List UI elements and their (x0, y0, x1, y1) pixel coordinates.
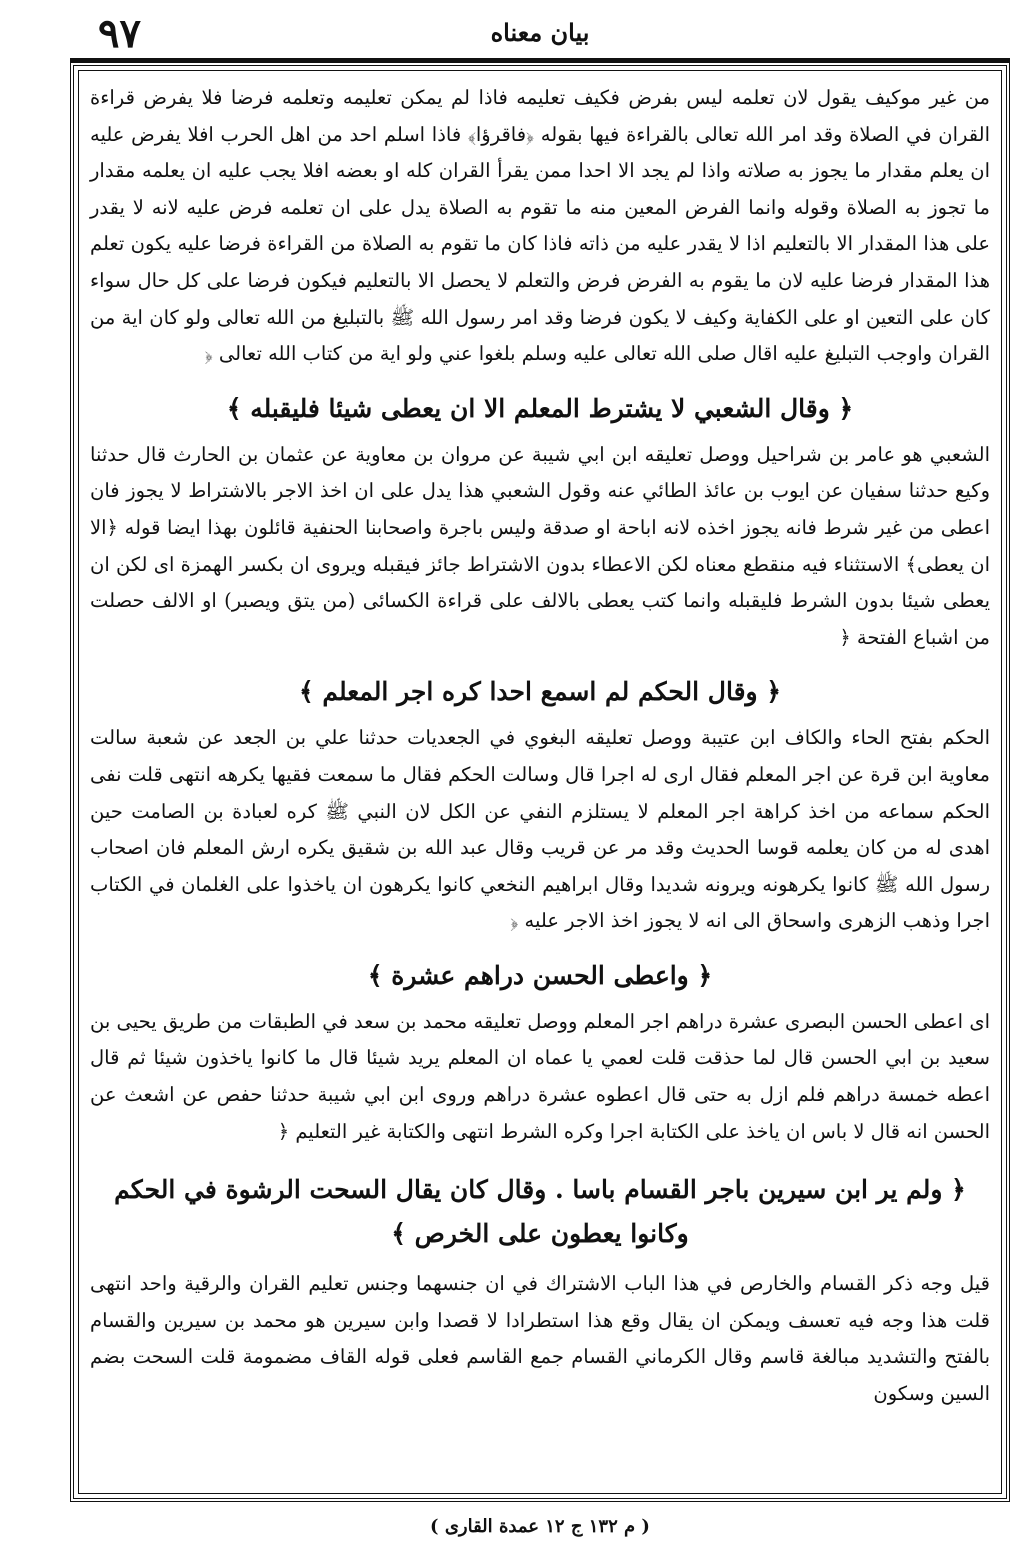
signature-mark: ( م ١٣٢ ج ١٢ عمدة القارى ) (430, 1516, 650, 1537)
paragraph-4: اى اعطى الحسن البصرى عشرة دراهم اجر المعلم ووصل تعليقه محمد بن سعد في الطبقات من طريق يحيى بن سعيد بن ابي الحسن قال لما حذقت قلت لعمي يا عماه ان المعلم يريد شيئا قال ما كانوا ياخذون شيئا ثم قال اعطه خمسة دراهم فلم ازل به حتى قال اعطوه عشرة دراهم وروى ابن ابي شيبة حدثنا حفص عن اشعث عن الحسن انه قال لا باس ان ياخذ على الكتابة اجرا وكره الشرط انتهى والكتابة غير التعليم ﴿ (90, 1009, 990, 1143)
paragraph-5: قيل وجه ذكر القسام والخارص في هذا الباب الاشتراك في ان جنسهما وجنس تعليم القران والرقية واحد انتهى قلت هذا وجه فيه تعسف ويمكن ان يقال وقع هذا استطرادا لا قصدا وابن سيرين هو محمد بن سيرين والقسام بالفتح والتشديد مبالغة قاسم وقال الكرماني القسام جمع القاسم فعلى قوله القاف مضمومة قلت السحت بضم السين وسكون (90, 1272, 990, 1406)
page-body (90, 80, 990, 1488)
paragraph-1: من غير موكيف يقول لان تعلمه ليس بفرض فكيف تعليمه فاذا لم يمكن تعليمه وتعلمه فرضا فلا يفرض قراءة القران في الصلاة وقد امر الله تعالى بالقراءة فيها بقوله ﴿فاقرؤا﴾ فاذا اسلم احد من اهل الحرب افلا يفرض عليه ان يعلم مقدار ما يجوز به صلاته واذا لم يجد الا احدا ممن يقرأ القران كله او بعضه افلا يجب عليه ان يعلمه مقدار ما تجوز به الصلاة وقوله وانما الفرض المعين منه ما تقوم به الصلاة يدل على ان تعلمه فرض عليه لانه لا يقدر على هذا المقدار الا بالتعليم اذا لا يقدر عليه من ذاته فاذا كان ما تقوم به الصلاة من القراءة فرضا عليه يكون تعلم هذا المقدار فرضا عليه لان ما يقوم به الفرض فرض والتعلم لا يحصل الا بالتعليم فيكون فرضا على كل حال سواء كان على التعين او على الكفاية وكيف لا يكون فرضا وقد امر رسول الله ﷺ بالتبليغ من الله تعالى ولو كان اية من القران واوجب التبليغ عليه اقال صلى الله تعالى عليه وسلم بلغوا عني ولو اية من كتاب الله تعالى ﴿ (90, 86, 990, 366)
heading-2: ﴿ وقال الحكم لم اسمع احدا كره اجر المعلم ﴾ (299, 677, 781, 707)
heading-3: ﴿ واعطى الحسن دراهم عشرة ﴾ (367, 960, 713, 990)
page-number: ٩٧ (98, 10, 141, 57)
heading-4-line-1: ﴿ ولم ير ابن سيرين باجر القسام باسا . وقال كان يقال السحت الرشوة في الحكم (114, 1175, 966, 1205)
heading-4 (90, 1168, 990, 1256)
paragraph-2: الشعبي هو عامر بن شراحيل ووصل تعليقه ابن ابي شيبة عن مروان بن معاوية عن عثمان بن الحارث قال حدثنا وكيع حدثنا سفيان عن ايوب بن عائذ الطائي عنه وقول الشعبي هذا يدل على ان اخذ الاجر بالاشتراط لا يجوز فان اعطى من غير شرط فانه يجوز اخذه لانه اباحة او صدقة وليس باجرة واصحابنا الحنفية قائلون بهذا ايضا قوله ﴿الا ان يعطى﴾ الاستثناء فيه منقطع معناه لكن الاعطاء بدون الاشتراط جائز فيقبله ويروى ان بكسر الهمزة اى لكن ان يعطى شيئا بدون الشرط فليقبله وانما كتب يعطى بالالف على قراءة الكسائى (من يتق ويصبر) او الالف حصلت من اشباع الفتحة ﴿ (90, 442, 990, 649)
heading-1: ﴿ وقال الشعبي لا يشترط المعلم الا ان يعطى شيئا فليقبله ﴾ (226, 393, 854, 423)
text-frame (70, 62, 1010, 1502)
page-header (70, 8, 1010, 62)
heading-4-line-2: وكانوا يعطون على الخرص ﴾ (391, 1219, 689, 1249)
running-title: بيان معناه (490, 18, 590, 47)
paragraph-3: الحكم بفتح الحاء والكاف ابن عتيبة ووصل تعليقه البغوي في الجعديات حدثنا علي بن الجعد عن شعبة سالت معاوية ابن قرة عن اجر المعلم فقال ارى له اجرا قال وسالت الحكم فقال ما سمعت فقيها يكرهه انتهى قلت نفى الحكم سماعه من اخذ كراهة اجر المعلم لا يستلزم النفي عن الكل لان النبي ﷺ كره لعبادة بن الصامت حين اهدى له من كان يعلمه قوسا الحديث وقد مر عن قريب وقال عبد الله بن شقيق يكره ارش المعلم فان اصحاب رسول الله ﷺ كانوا يكرهونه ويرونه شديدا وقال ابراهيم النخعي كانوا يكرهون ان ياخذوا على الغلمان في الكتاب اجرا وذهب الزهرى واسحاق الى انه لا يجوز اخذ الاجر عليه ﴿ (90, 726, 990, 933)
